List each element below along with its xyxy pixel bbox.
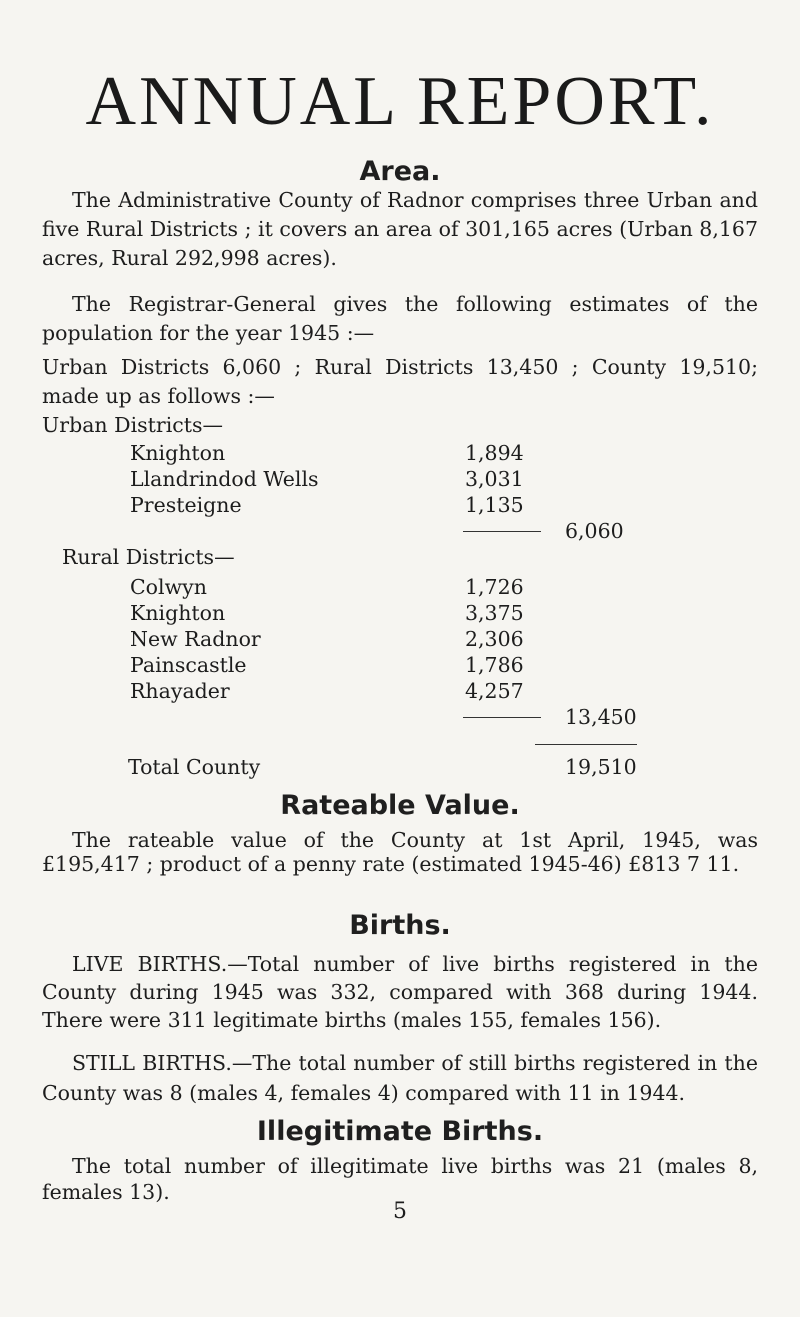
rural-district-name: Knighton <box>130 601 226 625</box>
rural-district-name: Painscastle <box>130 653 247 677</box>
rural-district-value: 1,726 <box>465 575 524 599</box>
illegitimate-heading: Illegitimate Births. <box>256 1116 544 1147</box>
illegitimate-text: The total number of illegitimate live births was 21 (males 8, females 13). <box>42 1154 758 1204</box>
rural-total: 13,450 <box>565 705 637 729</box>
rural-district-name: Colwyn <box>130 575 207 599</box>
rural-subtotal-rule <box>463 717 541 718</box>
rural-district-value: 3,375 <box>465 601 524 625</box>
urban-districts-heading: Urban Districts— <box>42 413 223 437</box>
rural-district-value: 4,257 <box>465 679 524 703</box>
page-title: ANNUAL REPORT. <box>85 63 715 140</box>
urban-district-value: 1,135 <box>465 493 524 517</box>
rateable-paragraph-text: The rateable value of the County at 1st April, 1945, was £195,417 ; product of a penny rate (estimated 1945-46) £813 7 11. <box>42 828 758 876</box>
county-total-label: Total County <box>128 755 261 779</box>
live-births-text: LIVE BIRTHS.—Total number of live births registered in the County during 1945 was 332, compared with 368 during 1944. There were 311 legitimate births (males 155, females 156). <box>42 952 758 1032</box>
rateable-heading: Rateable Value. <box>280 790 520 821</box>
population-intro <box>42 290 758 348</box>
urban-district-name: Llandrindod Wells <box>130 467 319 491</box>
rural-district-name: New Radnor <box>130 627 261 651</box>
rural-district-name: Rhayader <box>130 679 230 703</box>
still-births-paragraph <box>42 1048 758 1108</box>
area-paragraph <box>42 186 758 273</box>
county-total: 19,510 <box>565 755 637 779</box>
urban-district-name: Presteigne <box>130 493 242 517</box>
still-births-text: STILL BIRTHS.—The total number of still births registered in the County was 8 (males 4, females 4) compared with 11 in 1944. <box>42 1051 758 1105</box>
urban-subtotal-rule <box>463 531 541 532</box>
rural-district-value: 1,786 <box>465 653 524 677</box>
rural-districts-heading: Rural Districts— <box>62 545 235 569</box>
live-births-paragraph <box>42 950 758 1034</box>
population-intro-text: The Registrar-General gives the following estimates of the population for the year 1945 :— <box>42 292 758 345</box>
births-heading: Births. <box>349 910 451 941</box>
urban-total: 6,060 <box>565 519 624 543</box>
rateable-paragraph <box>42 828 758 876</box>
urban-district-value: 1,894 <box>465 441 524 465</box>
area-paragraph-text: The Administrative County of Radnor comprises three Urban and five Rural Districts ; it covers an area of 301,165 acres (Urban 8,167 acres, Rural 292,998 acres). <box>42 188 758 270</box>
area-heading: Area. <box>359 156 441 187</box>
population-summary: Urban Districts 6,060 ; Rural Districts 13,450 ; County 19,510; made up as follows :— <box>42 355 758 408</box>
county-total-rule <box>535 744 637 745</box>
urban-district-value: 3,031 <box>465 467 524 491</box>
page-number: 5 <box>393 1199 407 1224</box>
urban-district-name: Knighton <box>130 441 226 465</box>
rural-district-value: 2,306 <box>465 627 524 651</box>
